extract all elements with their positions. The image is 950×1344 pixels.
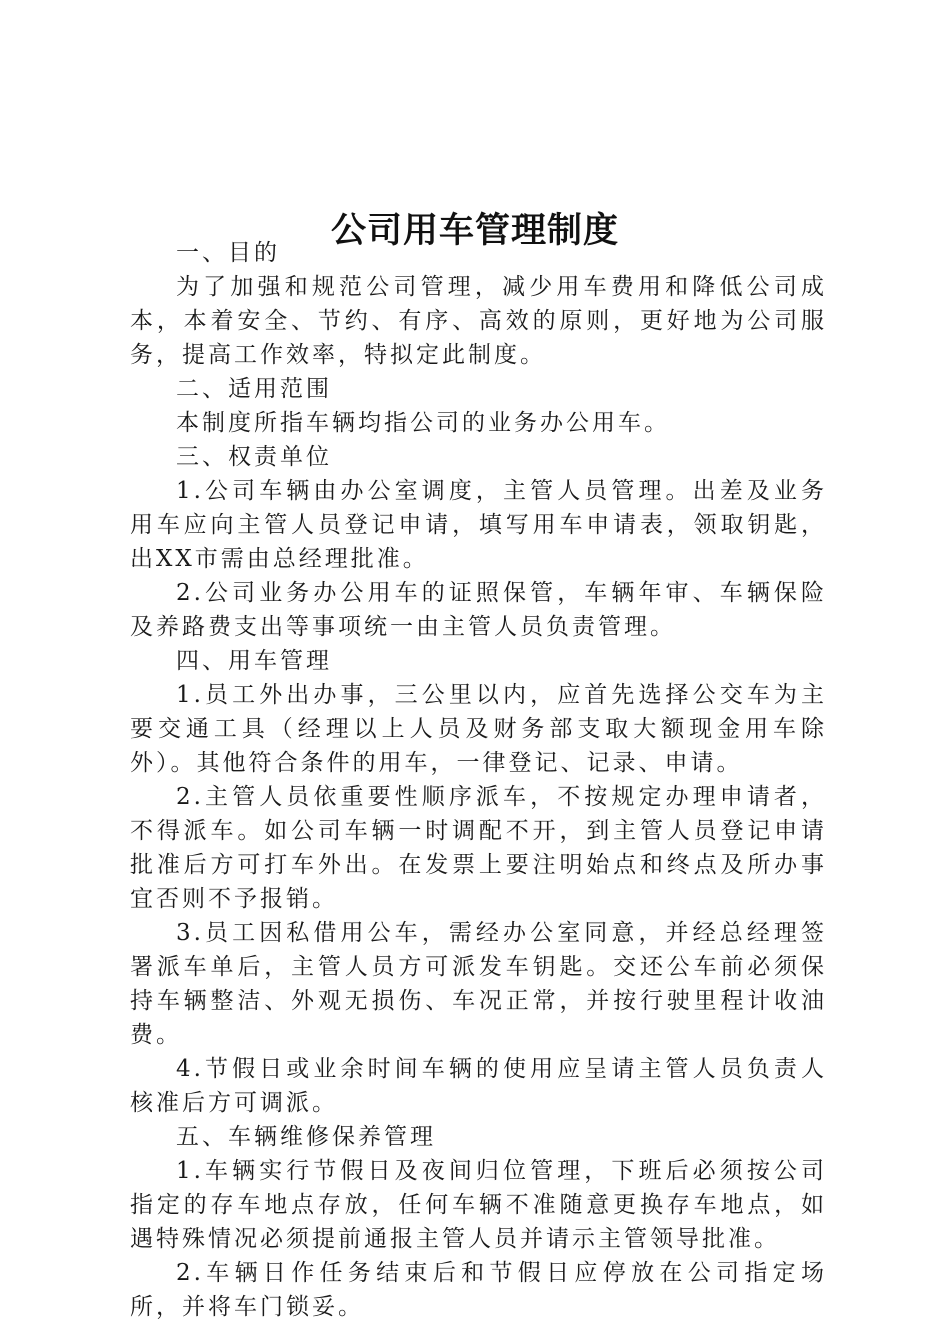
paragraph-responsibility-1: 1.公司车辆由办公室调度，主管人员管理。出差及业务用车应向主管人员登记申请，填写用车申请表，领取钥匙，出XX市需由总经理批准。 [130,478,827,572]
paragraph-vehicle-use-2: 2.主管人员依重要性顺序派车，不按规定办理申请者，不得派车。如公司车辆一时调配不开，到主管人员登记申请批准后方可打车外出。在发票上要注明始点和终点及所办事宜否则不予报销。 [130,784,827,912]
paragraph-responsibility-2: 2.公司业务办公用车的证照保管，车辆年审、车辆保险及养路费支出等事项统一由主管人员负责管理。 [130,580,827,640]
document-title: 公司用车管理制度 [330,211,619,252]
section-heading-purpose: 一、目的 [176,240,280,266]
paragraph-scope: 本制度所指车辆均指公司的业务办公用车。 [176,410,670,436]
paragraph-vehicle-use-3: 3.员工因私借用公车，需经办公室同意，并经总经理签署派车单后，主管人员方可派发车钥匙。交还公车前必须保持车辆整洁、外观无损伤、车况正常，并按行驶里程计收油费。 [130,920,827,1048]
paragraph-vehicle-use-4: 4.节假日或业余时间车辆的使用应呈请主管人员负责人核准后方可调派。 [130,1056,827,1116]
paragraph-maintenance-2: 2.车辆日作任务结束后和节假日应停放在公司指定场所，并将车门锁妥。 [130,1260,827,1320]
section-heading-vehicle-use: 四、用车管理 [176,648,332,674]
section-heading-scope: 二、适用范围 [176,376,332,402]
document-body [130,236,827,1324]
paragraph-maintenance-1: 1.车辆实行节假日及夜间归位管理，下班后必须按公司指定的存车地点存放，任何车辆不准随意更换存车地点，如遇特殊情况必须提前通报主管人员并请示主管领导批准。 [130,1158,827,1252]
section-heading-maintenance: 五、车辆维修保养管理 [176,1124,436,1150]
section-heading-responsibility: 三、权责单位 [176,444,332,470]
paragraph-vehicle-use-1: 1.员工外出办事，三公里以内，应首先选择公交车为主要交通工具（经理以上人员及财务部支取大额现金用车除外）。其他符合条件的用车，一律登记、记录、申请。 [130,682,827,776]
paragraph-purpose: 为了加强和规范公司管理，减少用车费用和降低公司成本，本着安全、节约、有序、高效的原则，更好地为公司服务，提高工作效率，特拟定此制度。 [130,274,827,368]
